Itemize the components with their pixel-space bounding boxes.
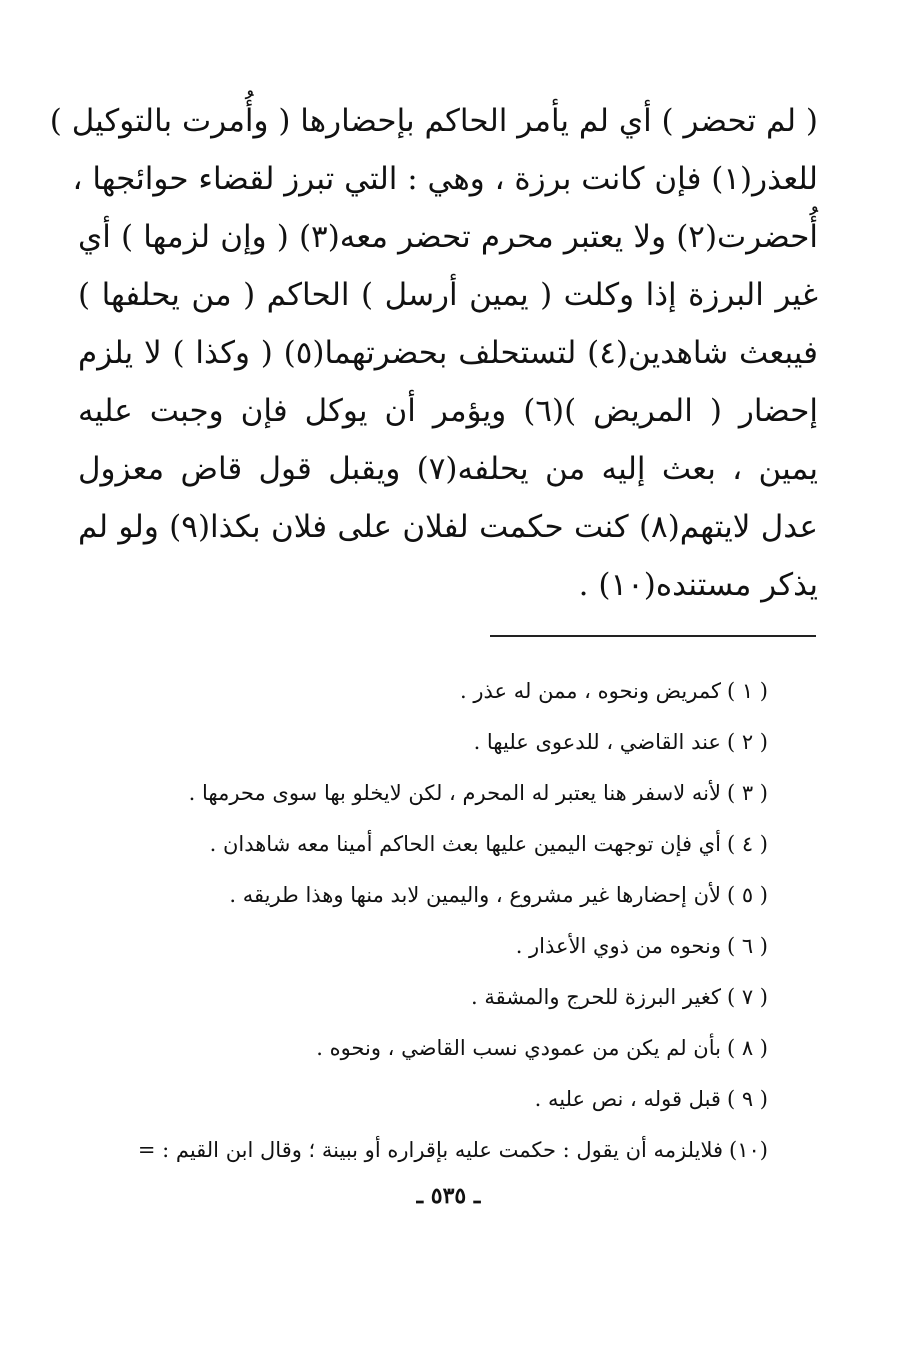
footnote-number: ( ٦ ) [726, 934, 768, 958]
footnote-text: قبل قوله ، نص عليه . [534, 1087, 721, 1111]
footnote-text: لأنه لاسفر هنا يعتبر له المحرم ، لكن لايخلو بها سوى محرمها . [188, 781, 721, 805]
footnote-4 [78, 819, 768, 870]
page-number: ـ ٥٣٥ ـ [416, 1183, 481, 1209]
footnote-number: ( ٢ ) [726, 730, 768, 754]
footnote-number: (١٠) [729, 1138, 768, 1162]
footnote-number: ( ٧ ) [726, 985, 768, 1009]
footnote-number: ( ٣ ) [726, 781, 768, 805]
main-line-9: يذكر مستنده(١٠) . [578, 567, 818, 603]
footnote-text: ونحوه من ذوي الأعذار . [515, 934, 721, 958]
main-line-5: فيبعث شاهدين(٤) لتستحلف بحضرتهما(٥) ( وكذا ) لا يلزم [78, 335, 818, 371]
main-text [49, 92, 819, 614]
footnote-text: بأن لم يكن من عمودي نسب القاضي ، ونحوه . [316, 1036, 721, 1060]
main-line-8: عدل لايتهم(٨) كنت حكمت لفلان على فلان بكذا(٩) ولو لم [78, 509, 819, 545]
footnote-8 [78, 1023, 768, 1074]
footnote-10 [78, 1125, 768, 1176]
footnote-number: ( ١ ) [726, 679, 768, 703]
main-line-6: إحضار ( المريض )(٦) ويؤمر أن يوكل فإن وجبت عليه [78, 393, 818, 429]
main-line-4: غير البرزة إذا وكلت ( يمين أرسل ) الحاكم ( من يحلفها ) [78, 277, 818, 313]
footnotes [78, 666, 768, 1176]
footnote-text: كمريض ونحوه ، ممن له عذر . [460, 679, 721, 703]
main-line-2: للعذر(١) فإن كانت برزة ، وهي : التي تبرز لقضاء حوائجها ، [72, 161, 818, 197]
main-line-7: يمين ، بعث إليه من يحلفه(٧) ويقبل قول قاض معزول [78, 451, 818, 487]
footnote-7 [78, 972, 768, 1023]
footnote-number: ( ٤ ) [726, 832, 768, 856]
footnote-text: لأن إحضارها غير مشروع ، واليمين لابد منها وهذا طريقه . [229, 883, 721, 907]
footnote-2 [78, 717, 768, 768]
footnote-number: ( ٥ ) [726, 883, 768, 907]
footnote-number: ( ٩ ) [726, 1087, 768, 1111]
footnote-5 [78, 870, 768, 921]
footnote-text: عند القاضي ، للدعوى عليها . [473, 730, 721, 754]
footnote-text: أي فإن توجهت اليمين عليها بعث الحاكم أمينا معه شاهدان . [209, 832, 721, 856]
footnote-1 [78, 666, 768, 717]
main-line-3: أُحضرت(٢) ولا يعتبر محرم تحضر معه(٣) ( وإن لزمها ) أي [78, 219, 818, 255]
footnote-6 [78, 921, 768, 972]
footnote-divider [490, 635, 816, 637]
footnote-number: ( ٨ ) [726, 1036, 768, 1060]
main-line-1: ( لم تحضر ) أي لم يأمر الحاكم بإحضارها ( وأُمرت بالتوكيل ) [49, 103, 818, 139]
footnote-text: كغير البرزة للحرج والمشقة . [471, 985, 721, 1009]
footnote-9 [78, 1074, 768, 1125]
footnote-text: فلايلزمه أن يقول : حكمت عليه بإقراره أو ببينة ؛ وقال ابن القيم : = [137, 1138, 724, 1162]
footnote-3 [78, 768, 768, 819]
